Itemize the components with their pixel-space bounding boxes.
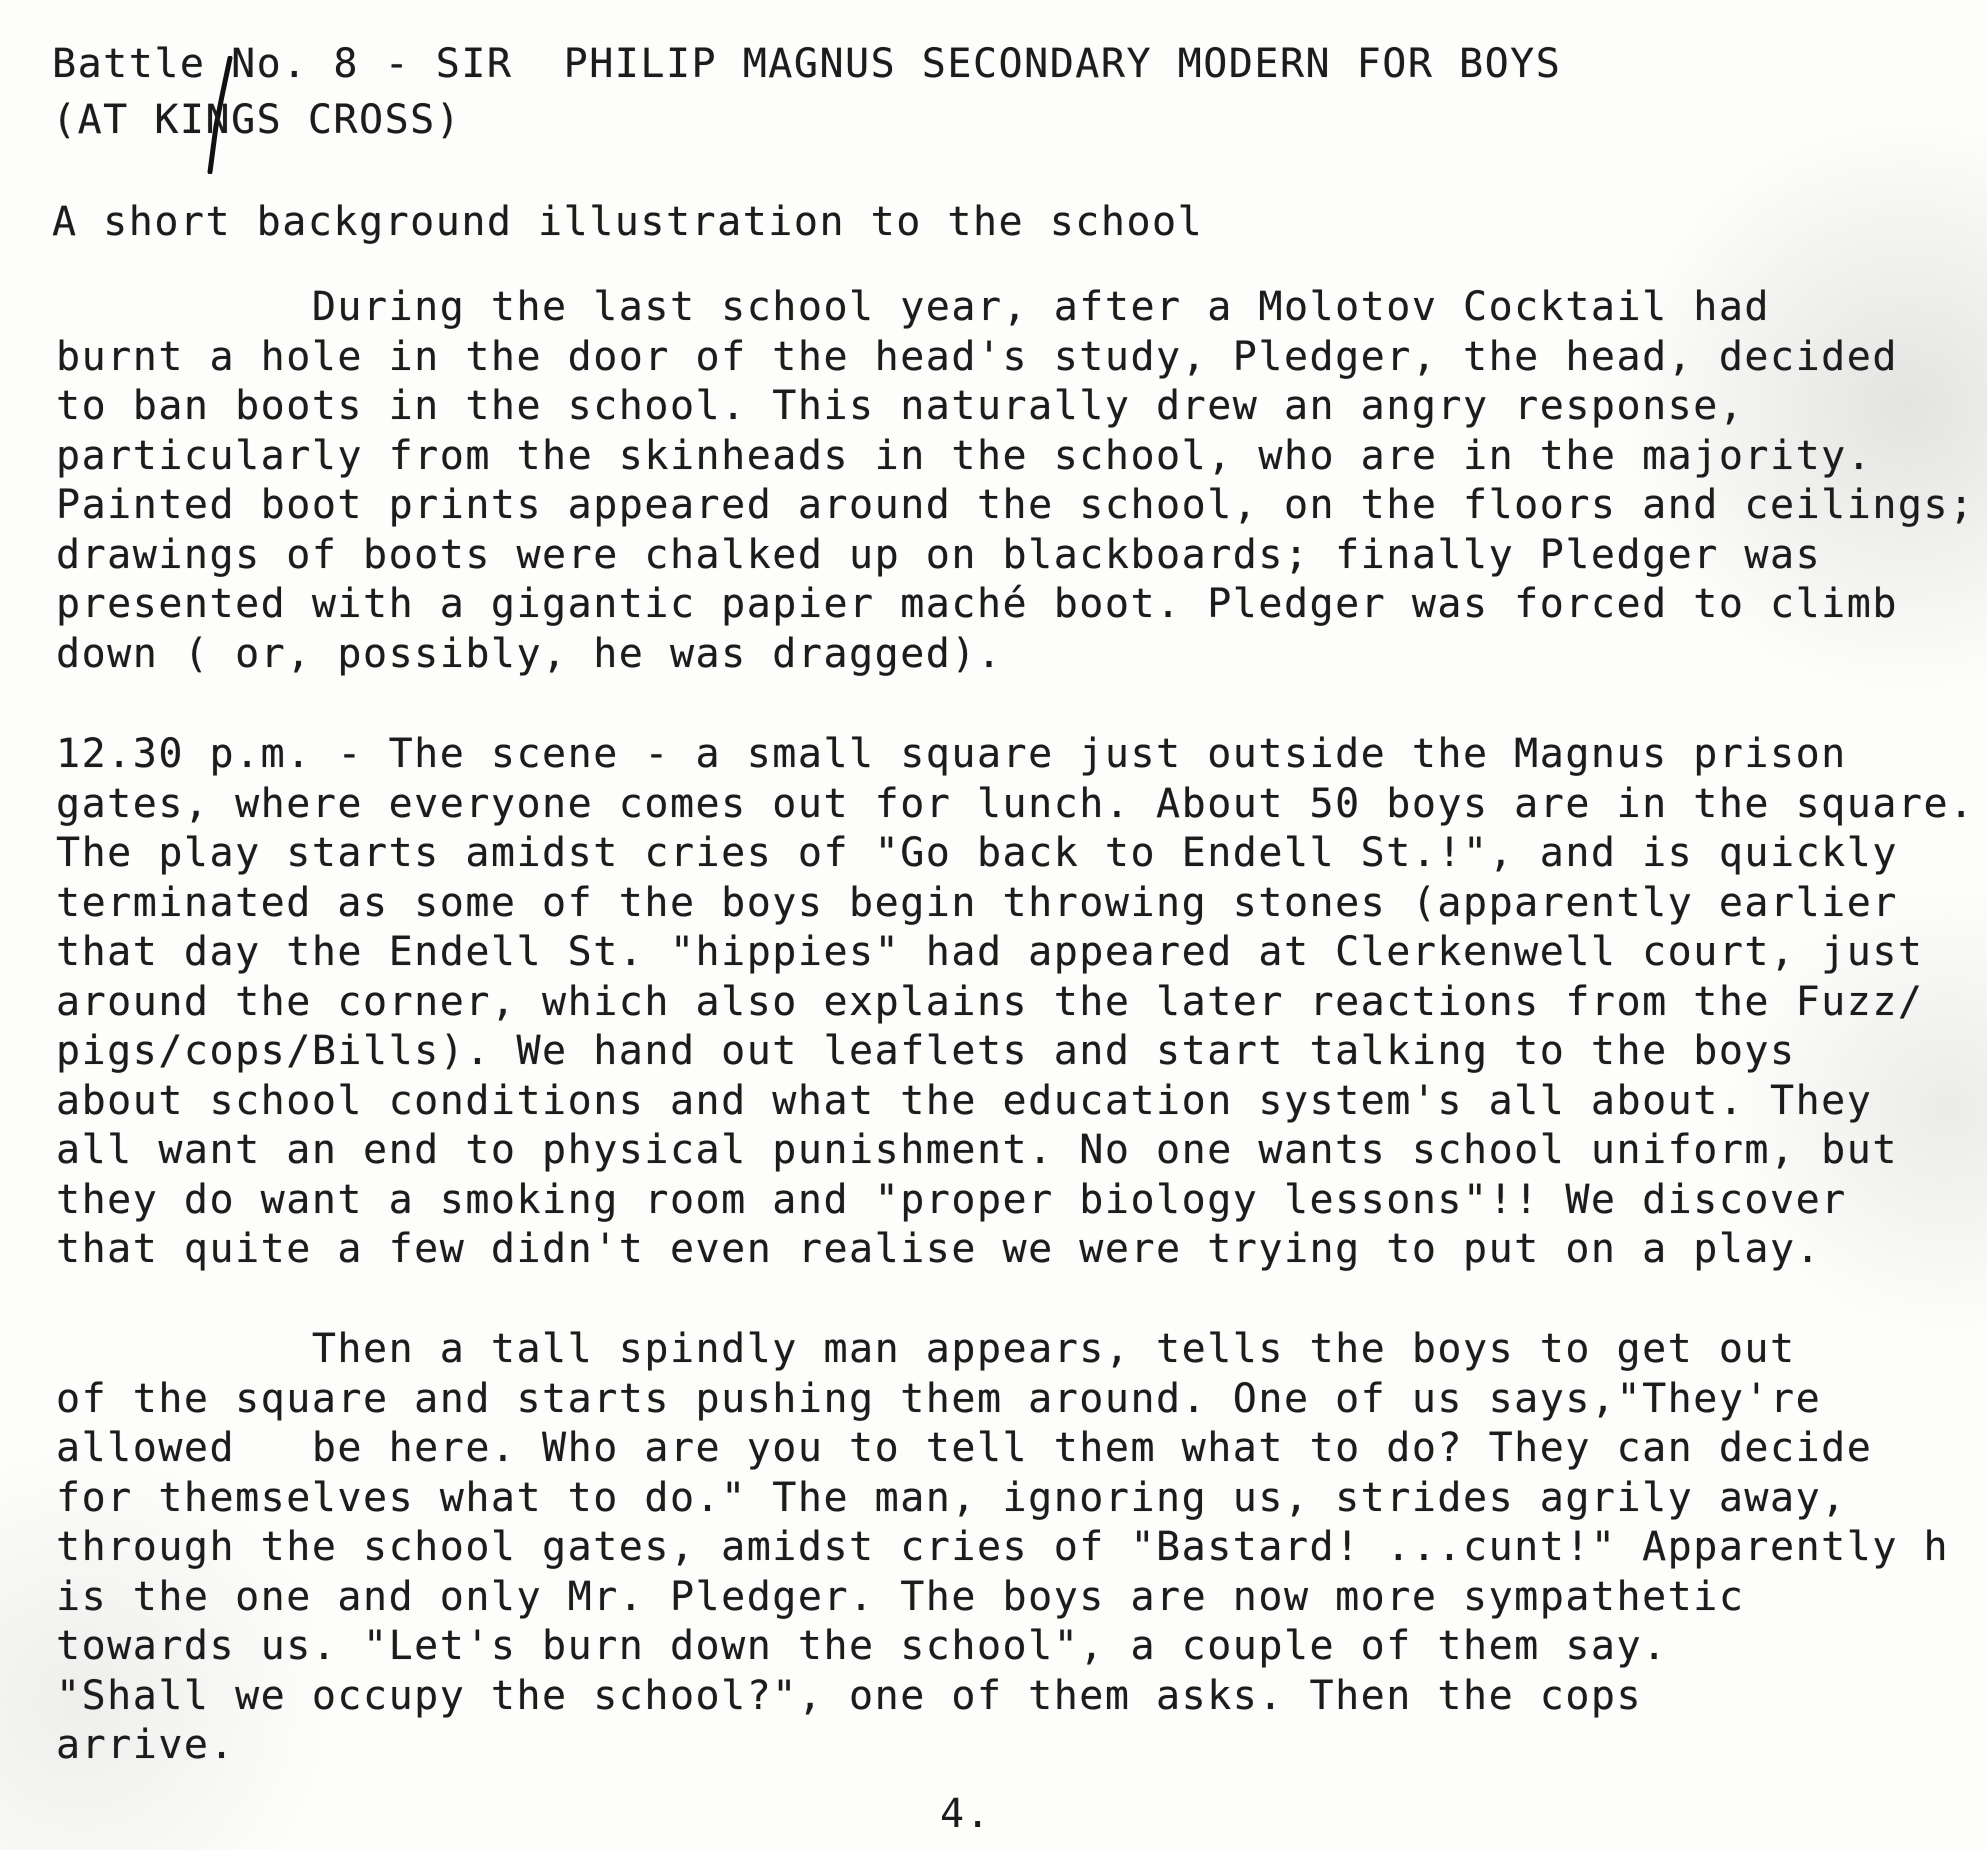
document-title-line-1: Battle No. 8 - SIR PHILIP MAGNUS SECONDARY MODERN FOR BOYS (52, 41, 1562, 87)
paragraph-line: burnt a hole in the door of the head's study, Pledger, the head, decided (56, 333, 1898, 380)
paragraph-line: all want an end to physical punishment. No one wants school uniform, but (56, 1127, 1898, 1173)
paragraph-line: particularly from the skinheads in the school, who are in the majority. (56, 432, 1873, 479)
paragraph-line: Then a tall spindly man appears, tells the boys to get out (56, 1326, 1796, 1372)
paragraph-line: that day the Endell St. "hippies" had appeared at Clerkenwell court, just (56, 929, 1924, 975)
paragraph-line: is the one and only Mr. Pledger. The boys are now more sympathetic (56, 1573, 1745, 1620)
paragraph-line: During the last school year, after a Molotov Cocktail had (56, 284, 1770, 330)
paragraph-line: to ban boots in the school. This naturally drew an angry response, (56, 383, 1745, 429)
paragraph-line: The play starts amidst cries of "Go back to Endell St.!", and is quickly (56, 830, 1898, 876)
paragraph-line: 12.30 p.m. - The scene - a small square just outside the Magnus prison (56, 731, 1847, 777)
paragraph-line: through the school gates, amidst cries of "Bastard! ...cunt!" Apparently h (56, 1524, 1950, 1570)
paragraph-line: presented with a gigantic papier maché boot. Pledger was forced to climb (56, 581, 1898, 627)
paragraph-line: terminated as some of the boys begin throwing stones (apparently earlier (56, 879, 1898, 926)
paragraph-line: pigs/cops/Bills). We hand out leaflets and start talking to the boys (56, 1028, 1796, 1074)
paragraph-line: down ( or, possibly, he was dragged). (56, 630, 1003, 677)
section-subheading: A short background illustration to the school (52, 199, 1204, 245)
paragraph-line: gates, where everyone comes out for lunch. About 50 boys are in the square. (56, 780, 1975, 827)
paragraph-line: that quite a few didn't even realise we were trying to put on a play. (56, 1226, 1822, 1272)
document-title-line-2: (AT KINGS CROSS) (52, 97, 462, 143)
paragraph-line: of the square and starts pushing them around. One of us says,"They're (56, 1375, 1822, 1422)
paragraph-line: for themselves what to do." The man, ignoring us, strides agrily away, (56, 1474, 1847, 1521)
paragraph-line: allowed be here. Who are you to tell them what to do? They can decide (56, 1425, 1873, 1471)
paragraph-scene (56, 730, 1975, 1275)
paragraph-pledger (56, 1325, 1949, 1771)
paragraph-line: arrive. (56, 1722, 236, 1768)
paragraph-line: around the corner, which also explains the later reactions from the Fuzz/ (56, 978, 1924, 1025)
paragraph-line: drawings of boots were chalked up on blackboards; finally Pledger was (56, 531, 1822, 578)
paragraph-line: they do want a smoking room and "proper biology lessons"!! We discover (56, 1176, 1847, 1223)
page-number: 4. (940, 1791, 992, 1837)
paragraph-line: "Shall we occupy the school?", one of them asks. Then the cops (56, 1672, 1643, 1719)
paragraph-line: about school conditions and what the education system's all about. They (56, 1077, 1873, 1124)
paragraph-background (56, 283, 1975, 679)
paragraph-line: towards us. "Let's burn down the school", a couple of them say. (56, 1623, 1668, 1669)
paragraph-line: Painted boot prints appeared around the school, on the floors and ceilings; (56, 482, 1975, 528)
